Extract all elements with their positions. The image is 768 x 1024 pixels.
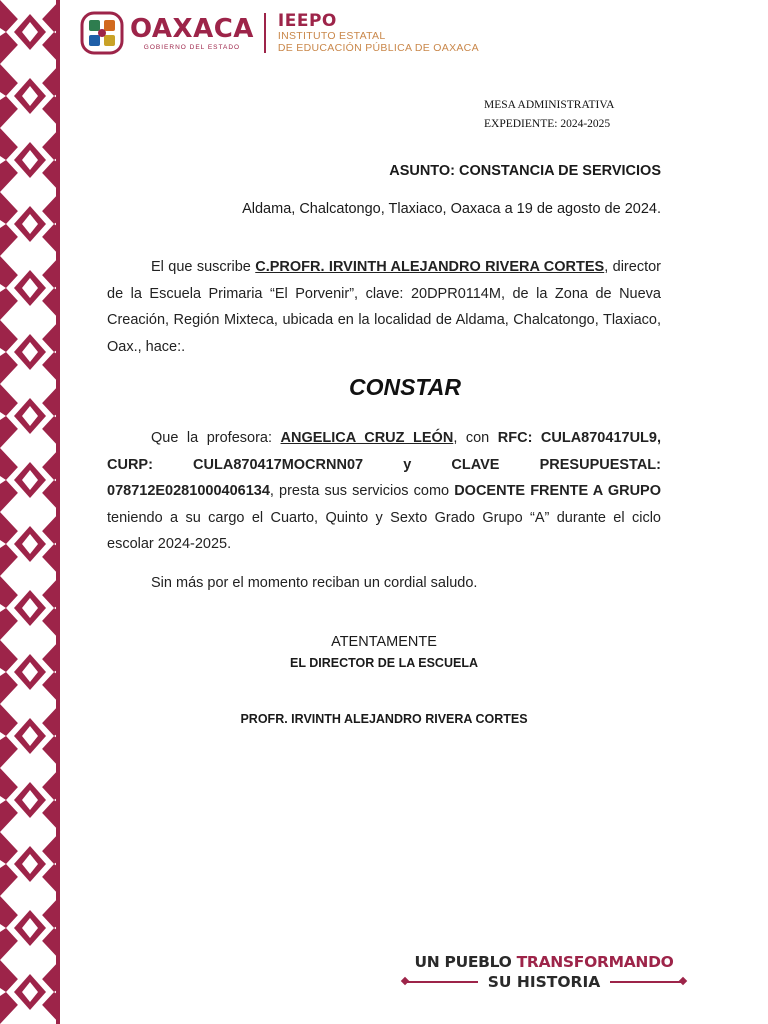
paragraph-certification [107,425,661,558]
paragraph-intro [107,254,661,360]
teacher-ids: RFC: CULA870417UL9, CURP: CULA870417MOCRNN07 y CLAVE PRESUPUESTAL: 078712E0281000406134 [107,430,661,499]
paragraph-closing [107,570,661,597]
p3-text: Sin más por el momento reciban un cordial saludo. [151,575,478,591]
place-date-line: Aldama, Chalcatongo, Tlaxiaco, Oaxaca a 19 de agosto de 2024. [242,201,661,217]
expediente-label: EXPEDIENTE: 2024-2025 [484,118,611,130]
ieepo-logo-text: IEEPO [277,11,337,31]
oaxaca-logo-subtitle: GOBIERNO DEL ESTADO [143,44,241,51]
constar-heading: CONSTAR [348,374,461,400]
p1-rest: , director de la Escuela Primaria “El Porvenir”, clave: 20DPR0114M, de la Zona de Nueva Creación, Región Mixteca, ubicada en la localidad de Aldama, Chalcatongo, Tlaxiaco, Oax., hace:. [107,259,661,355]
p2-rest: teniendo a su cargo el Cuarto, Quinto y Sexto Grado Grupo “A” durante el ciclo escolar 2024-2025. [107,509,661,552]
decorative-border-pattern [0,0,60,1024]
teacher-name: ANGELICA CRUZ LEÓN [280,430,454,446]
p1-intro: El que suscribe [151,259,256,275]
director-title: EL DIRECTOR DE LA ESCUELA [290,656,478,670]
oaxaca-logo-text: OAXACA [130,14,254,44]
slogan-line-2: SU HISTORIA [487,973,601,991]
government-slogan [404,952,684,992]
slogan-line-left [404,981,478,983]
oaxaca-emblem-icon [80,11,124,55]
ieepo-line-1: INSTITUTO ESTATAL [277,30,386,42]
p2-sep2: , presta sus servicios como [269,483,455,499]
ieepo-line-2: DE EDUCACIÓN PÚBLICA DE OAXACA [277,42,479,54]
slogan-part-2: TRANSFORMANDO [516,953,674,971]
p2-intro: Que la profesora: [151,430,281,446]
signer-name: C.PROFR. IRVINTH ALEJANDRO RIVERA CORTES [255,259,605,275]
slogan-line-right [610,981,684,983]
teacher-role: DOCENTE FRENTE A GRUPO [454,483,661,499]
atentamente-label: ATENTAMENTE [331,634,437,650]
slogan-part-1: UN PUEBLO [414,953,517,971]
mesa-label: MESA ADMINISTRATIVA [484,99,615,111]
letterhead [80,8,479,58]
signature-name: PROFR. IRVINTH ALEJANDRO RIVERA CORTES [240,712,528,726]
file-reference [484,96,614,134]
subject-line: ASUNTO: CONSTANCIA DE SERVICIOS [389,163,661,179]
header-divider [264,13,266,53]
p2-sep1: , con [453,430,498,446]
